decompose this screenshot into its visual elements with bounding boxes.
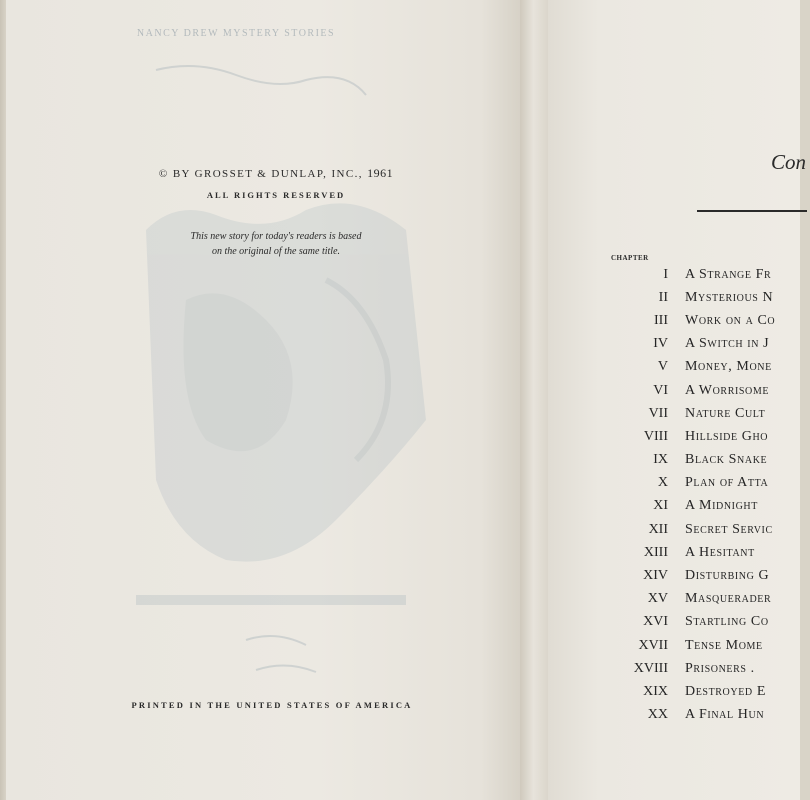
- chapter-number: IV: [653, 336, 668, 352]
- toc-row: [600, 286, 810, 309]
- chapter-title: Masquerader: [685, 591, 772, 607]
- copyright-page: [6, 0, 522, 800]
- toc-row: [600, 472, 810, 495]
- chapter-title: A Strange Fr: [685, 266, 772, 282]
- book-gutter: [520, 0, 550, 800]
- toc-row: [600, 379, 810, 402]
- copyright-year: 1961: [367, 166, 394, 180]
- chapter-number: IX: [653, 452, 668, 468]
- chapter-number: X: [657, 475, 668, 491]
- chapter-title: Plan of Atta: [685, 475, 769, 491]
- toc-row: [600, 541, 810, 564]
- chapter-number: XI: [653, 498, 668, 514]
- table-of-contents: [600, 263, 810, 727]
- chapter-title: A Switch in J: [685, 336, 770, 352]
- chapter-title: A Final Hun: [685, 707, 765, 723]
- edition-note: [136, 229, 416, 259]
- chapter-number: XIII: [643, 544, 668, 560]
- chapter-number: II: [658, 289, 668, 305]
- chapter-title: Money, Mone: [685, 359, 772, 375]
- chapter-title: A Worrisome: [685, 382, 770, 398]
- chapter-title: A Hesitant: [685, 544, 755, 560]
- toc-row: [600, 356, 810, 379]
- contents-title: Con: [771, 150, 807, 174]
- chapter-number: XVII: [638, 637, 668, 653]
- chapter-title: Work on a Co: [685, 312, 776, 328]
- toc-row: [600, 564, 810, 587]
- toc-row: [600, 704, 810, 727]
- chapter-title: Black Snake: [685, 452, 768, 468]
- chapter-number: V: [657, 359, 668, 375]
- toc-row: [600, 634, 810, 657]
- chapter-title: Tense Mome: [685, 637, 763, 653]
- chapter-number: XX: [647, 707, 668, 723]
- edition-note-line-2: on the original of the same title.: [211, 246, 341, 257]
- chapter-title: Nature Cult: [685, 405, 766, 421]
- chapter-number: I: [663, 266, 668, 282]
- chapter-number: XVIII: [633, 660, 668, 676]
- copyright-holder: © BY GROSSET & DUNLAP, INC.,: [158, 168, 363, 180]
- chapter-number: XVI: [643, 614, 668, 630]
- chapter-title: Destroyed E: [685, 683, 766, 699]
- chapter-number: XV: [647, 591, 668, 607]
- toc-row: [600, 449, 810, 472]
- chapter-title: Prisoners .: [685, 660, 755, 676]
- chapter-number: XIX: [643, 683, 668, 699]
- chapter-column-header: CHAPTER: [611, 254, 649, 262]
- toc-row: [600, 309, 810, 332]
- chapter-number: III: [654, 312, 668, 328]
- edition-note-line-1: This new story for today's readers is based: [190, 231, 362, 242]
- toc-row: [600, 588, 810, 611]
- chapter-title: Hillside Gho: [685, 428, 769, 444]
- chapter-number: XIV: [643, 568, 668, 584]
- toc-row: [600, 680, 810, 703]
- rights-reserved: ALL RIGHTS RESERVED: [206, 190, 346, 200]
- toc-row: [600, 611, 810, 634]
- chapter-number: VIII: [643, 428, 668, 444]
- chapter-title: Secret Servic: [685, 521, 773, 537]
- chapter-title: A Midnight: [685, 498, 758, 514]
- toc-row: [600, 657, 810, 680]
- toc-row: [600, 402, 810, 425]
- toc-row: [600, 425, 810, 448]
- chapter-number: VII: [648, 405, 668, 421]
- chapter-number: VI: [653, 382, 668, 398]
- toc-row: [600, 495, 810, 518]
- chapter-title: Startling Co: [685, 614, 769, 630]
- toc-row: [600, 518, 810, 541]
- chapter-number: XII: [648, 521, 668, 537]
- toc-row: [600, 263, 810, 286]
- bleed-through-series-title: NANCY DREW MYSTERY STORIES: [136, 28, 336, 39]
- chapter-title: Mysterious N: [685, 289, 774, 305]
- bleed-through-illustration: [6, 0, 522, 800]
- printed-in-line: PRINTED IN THE UNITED STATES OF AMERICA: [131, 700, 413, 710]
- toc-row: [600, 333, 810, 356]
- chapter-title: Disturbing G: [685, 568, 770, 584]
- copyright-line: [126, 166, 426, 181]
- title-rule: [697, 210, 807, 212]
